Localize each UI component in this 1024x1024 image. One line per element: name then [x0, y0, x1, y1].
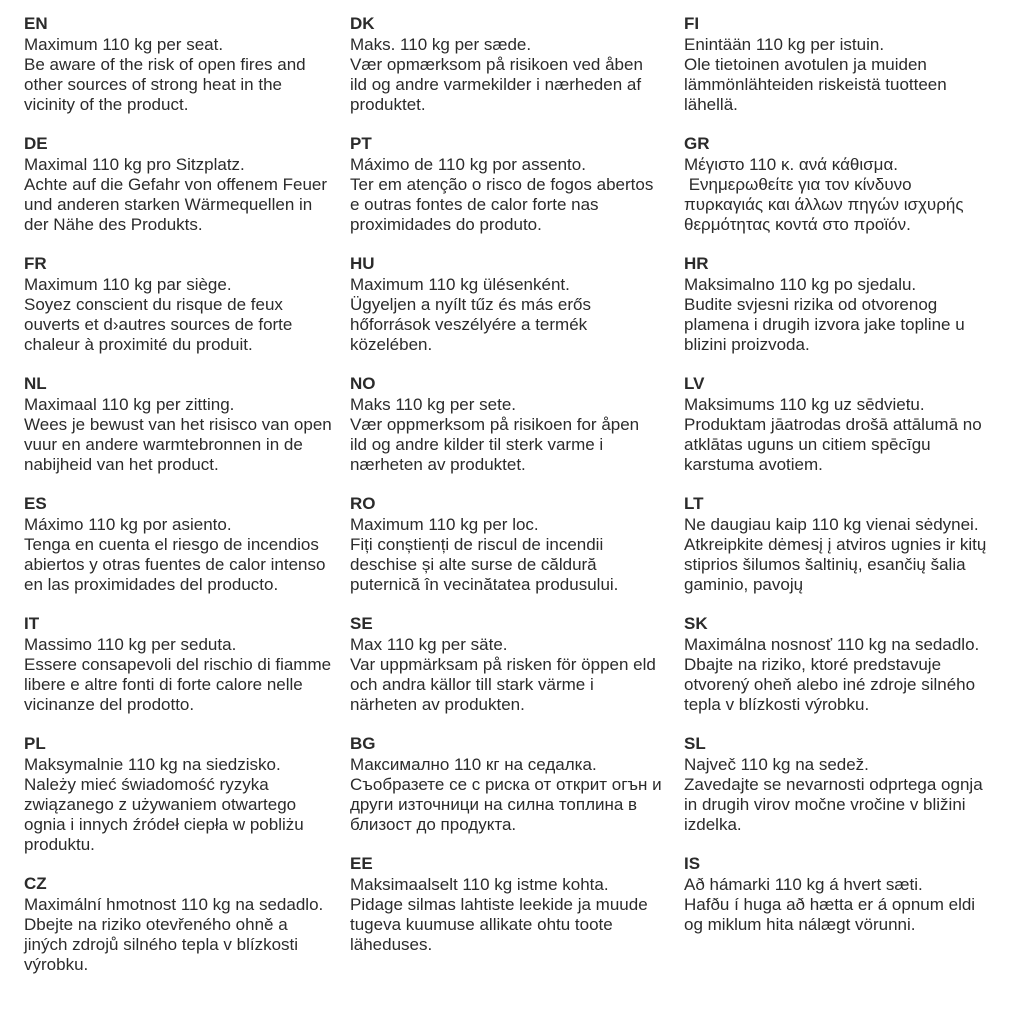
warning-line: izdelka.: [684, 815, 742, 834]
warning-line: tugeva kuumuse allikate ohtu toote: [350, 915, 613, 934]
warning-line: Vær oppmerksom på risikoen for åpen: [350, 415, 640, 434]
language-code: IS: [684, 854, 701, 873]
warning-line: Maximum 110 kg per loc.: [350, 515, 539, 534]
warning-line: och andra källor till stark värme i: [350, 675, 594, 694]
warning-line: hőforrások veszélyére a termék: [350, 315, 588, 334]
warning-line: nærheten av produktet.: [350, 455, 526, 474]
warning-line: Ενημερωθείτε για τον κίνδυνο: [684, 175, 912, 194]
warning-line: Dbajte na riziko, ktoré predstavuje: [684, 655, 942, 674]
warning-line: Maksimaalselt 110 kg istme kohta.: [350, 875, 609, 894]
warning-line: związanego z używaniem otwartego: [24, 795, 297, 814]
warning-line: други източници на силна топлина в: [350, 795, 638, 814]
lang-section-ro: [350, 493, 676, 595]
language-code: HR: [684, 254, 709, 273]
warning-line: ild og andre varmekilder i nærheden af: [350, 75, 642, 94]
warning-line: plamena i drugih izvora jake topline u: [684, 315, 965, 334]
warning-line: gaminio, pavojų: [684, 575, 804, 594]
warning-line: Maks. 110 kg per sæde.: [350, 35, 532, 54]
warning-line: Máximo de 110 kg por assento.: [350, 155, 586, 174]
column-1: [24, 13, 346, 993]
warning-line: Tenga en cuenta el riesgo de incendios: [24, 535, 319, 554]
lang-section-nl: [24, 373, 346, 475]
warning-line: lähellä.: [684, 95, 738, 114]
warning-line: lämmönlähteiden riskeistä tuotteen: [684, 75, 947, 94]
warning-line: Maximum 110 kg per seat.: [24, 35, 224, 54]
language-code: NO: [350, 374, 376, 393]
language-code: BG: [350, 734, 376, 753]
warning-line: Maximum 110 kg par siège.: [24, 275, 232, 294]
warning-line: Wees je bewust van het risisco van open: [24, 415, 332, 434]
lang-section-fi: [684, 13, 1018, 115]
warning-line: Največ 110 kg na sedež.: [684, 755, 869, 774]
warning-line: Maksimalno 110 kg po sjedalu.: [684, 275, 917, 294]
warning-line: Съобразете се с риска от открит огън и: [350, 775, 662, 794]
warning-line: Maksymalnie 110 kg na siedzisko.: [24, 755, 281, 774]
warning-line: und anderen starken Wärmequellen in: [24, 195, 313, 214]
warning-line: θερμότητας κοντά στο προϊόν.: [684, 215, 911, 234]
lang-section-lt: [684, 493, 1018, 595]
warning-line: blizini proizvoda.: [684, 335, 810, 354]
warning-line: og miklum hita nálægt vörunni.: [684, 915, 916, 934]
language-code: DE: [24, 134, 48, 153]
warning-line: der Nähe des Produkts.: [24, 215, 203, 234]
lang-section-hu: [350, 253, 676, 355]
warning-line: Maximum 110 kg ülésenként.: [350, 275, 570, 294]
warning-line: karstuma avotiem.: [684, 455, 823, 474]
lang-section-ee: [350, 853, 676, 955]
warning-line: Be aware of the risk of open fires and: [24, 55, 306, 74]
language-code: SE: [350, 614, 373, 633]
warning-line: otvorený oheň alebo iné zdroje silného: [684, 675, 976, 694]
lang-section-es: [24, 493, 346, 595]
warning-line: Vær opmærksom på risikoen ved åben: [350, 55, 643, 74]
warning-line: Achte auf die Gefahr von offenem Feuer: [24, 175, 328, 194]
language-code: FI: [684, 14, 700, 33]
warning-line: Maks 110 kg per sete.: [350, 395, 516, 414]
warning-line: Máximo 110 kg por asiento.: [24, 515, 232, 534]
warning-line: e outras fontes de calor forte nas: [350, 195, 599, 214]
language-code: GR: [684, 134, 710, 153]
warning-line: Zavedajte se nevarnosti odprtega ognja: [684, 775, 983, 794]
warning-line: produktu.: [24, 835, 95, 854]
warning-line: Maksimums 110 kg uz sēdvietu.: [684, 395, 925, 414]
lang-section-sl: [684, 733, 1018, 835]
language-code: SK: [684, 614, 708, 633]
warning-line: Essere consapevoli del rischio di fiamme: [24, 655, 332, 674]
warning-line: Massimo 110 kg per seduta.: [24, 635, 237, 654]
warning-line: Należy mieć świadomość ryzyka: [24, 775, 269, 794]
lang-section-lv: [684, 373, 1018, 475]
language-code: IT: [24, 614, 40, 633]
warning-line: Maximálna nosnosť 110 kg na sedadlo.: [684, 635, 980, 654]
language-code: LV: [684, 374, 705, 393]
warning-line: Produktam jāatrodas drošā attālumā no: [684, 415, 982, 434]
lang-section-bg: [350, 733, 676, 835]
lang-section-no: [350, 373, 676, 475]
warning-line: Максимално 110 кг на седалка.: [350, 755, 597, 774]
warning-line: produktet.: [350, 95, 426, 114]
warning-line: atklātas uguns un citiem spēcīgu: [684, 435, 931, 454]
warning-line: πυρκαγιάς και άλλων πηγών ισχυρής: [684, 195, 964, 214]
warning-line: ouverts et d›autres sources de forte: [24, 315, 293, 334]
warning-line: közelében.: [350, 335, 433, 354]
language-code: NL: [24, 374, 47, 393]
lang-section-en: [24, 13, 346, 115]
warning-line: in drugih virov močne vročine v bližini: [684, 795, 966, 814]
warning-line: близост до продукта.: [350, 815, 517, 834]
lang-section-de: [24, 133, 346, 235]
language-code: LT: [684, 494, 704, 513]
warning-line: Maximální hmotnost 110 kg na sedadlo.: [24, 895, 324, 914]
column-3: [684, 13, 1018, 953]
warning-line: Ole tietoinen avotulen ja muiden: [684, 55, 927, 74]
lang-section-fr: [24, 253, 346, 355]
warning-line: stiprios šilumos šaltinių, esančių šalia: [684, 555, 966, 574]
warning-line: nabijheid van het product.: [24, 455, 219, 474]
warning-line: Var uppmärksam på risken för öppen eld: [350, 655, 656, 674]
warning-line: vicinity of the product.: [24, 95, 189, 114]
language-code: PL: [24, 734, 46, 753]
warning-line: ognia i innych źródeł ciepła w pobliżu: [24, 815, 304, 834]
lang-section-it: [24, 613, 346, 715]
warning-line: vuur en andere warmtebronnen in de: [24, 435, 303, 454]
warning-line: Ne daugiau kaip 110 kg vienai sėdynei.: [684, 515, 979, 534]
warning-line: abiertos y otras fuentes de calor intenso: [24, 555, 326, 574]
warning-line: tepla v blízkosti výrobku.: [684, 695, 870, 714]
language-code: EE: [350, 854, 373, 873]
warning-line: Max 110 kg per säte.: [350, 635, 508, 654]
warning-line: Atkreipkite dėmesį į atviros ugnies ir kitų: [684, 535, 987, 554]
lang-section-gr: [684, 133, 1018, 235]
lang-section-hr: [684, 253, 1018, 355]
warning-line: Μέγιστο 110 κ. ανά κάθισμα.: [684, 155, 899, 174]
warning-line: ild og andre kilder til sterk varme i: [350, 435, 604, 454]
lang-section-dk: [350, 13, 676, 115]
warning-line: Hafðu í huga að hætta er á opnum eldi: [684, 895, 976, 914]
language-code: FR: [24, 254, 47, 273]
warning-line: vicinanze del prodotto.: [24, 695, 195, 714]
warning-line: libere e altre fonti di forte calore nelle: [24, 675, 303, 694]
lang-section-pl: [24, 733, 346, 855]
language-code: CZ: [24, 874, 47, 893]
warning-line: Ügyeljen a nyílt tűz és más erős: [350, 295, 591, 314]
lang-section-pt: [350, 133, 676, 235]
column-2: [350, 13, 676, 973]
language-code: HU: [350, 254, 375, 273]
language-code: ES: [24, 494, 47, 513]
language-code: PT: [350, 134, 372, 153]
warning-line: Maximal 110 kg pro Sitzplatz.: [24, 155, 245, 174]
language-code: SL: [684, 734, 706, 753]
warning-line: närheten av produkten.: [350, 695, 525, 714]
warning-line: výrobku.: [24, 955, 89, 974]
lang-section-cz: [24, 873, 346, 975]
warning-line: chaleur à proximité du produit.: [24, 335, 253, 354]
warning-line: Ter em atenção o risco de fogos abertos: [350, 175, 654, 194]
warning-line: other sources of strong heat in the: [24, 75, 282, 94]
warning-line: Dbejte na riziko otevřeného ohně a: [24, 915, 288, 934]
warning-line: Fiți conștienți de riscul de incendii: [350, 535, 604, 554]
warning-line: jiných zdrojů silného tepla v blízkosti: [24, 935, 299, 954]
warning-line: Enintään 110 kg per istuin.: [684, 35, 885, 54]
warning-line: Að hámarki 110 kg á hvert sæti.: [684, 875, 923, 894]
lang-section-is: [684, 853, 1018, 935]
warning-line: en las proximidades del producto.: [24, 575, 279, 594]
language-code: RO: [350, 494, 376, 513]
lang-section-se: [350, 613, 676, 715]
warning-line: Soyez conscient du risque de feux: [24, 295, 283, 314]
language-code: DK: [350, 14, 375, 33]
warning-line: puternică în vecinătatea produsului.: [350, 575, 619, 594]
lang-section-sk: [684, 613, 1018, 715]
language-code: EN: [24, 14, 48, 33]
warning-line: deschise și alte surse de căldură: [350, 555, 597, 574]
warning-line: Maximaal 110 kg per zitting.: [24, 395, 235, 414]
warning-line: Pidage silmas lahtiste leekide ja muude: [350, 895, 648, 914]
warning-line: läheduses.: [350, 935, 433, 954]
warning-line: proximidades do produto.: [350, 215, 542, 234]
warning-line: Budite svjesni rizika od otvorenog: [684, 295, 938, 314]
